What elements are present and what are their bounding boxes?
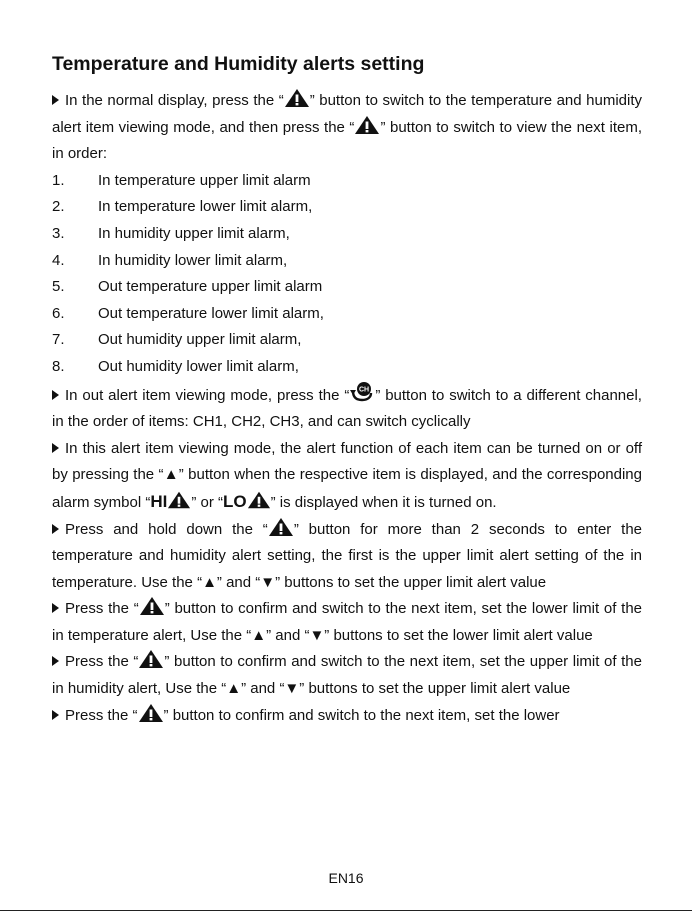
text: Press the “ [65,600,139,618]
list-item [52,354,642,381]
warning-triangle-icon [268,517,294,537]
hi-symbol: HI [150,491,168,511]
list-text: Out humidity upper limit alarm, [98,331,302,349]
alarm-order-list [52,168,642,381]
text: In the normal display, press the “ [65,92,284,109]
list-text: Out temperature lower limit alarm, [98,304,324,322]
text: Press the “ [65,706,138,724]
text: ” button to switch to view the next item, in order: [52,118,642,163]
list-text: Out humidity lower limit alarm, [98,357,299,375]
text: ” button to confirm and switch to the next item, set the lower [163,706,560,724]
paragraph-toggle [52,436,642,517]
list-number: 3. [52,224,65,242]
lo-symbol: LO [223,491,247,511]
warning-triangle-icon [138,703,164,723]
triangle-bullet-icon [52,524,59,534]
list-number: 6. [52,304,65,322]
list-number: 8. [52,357,65,375]
triangle-bullet-icon [52,710,59,720]
triangle-bullet-icon [52,656,59,666]
paragraph-alert-mode [52,88,642,168]
text: ” button for more than 2 seconds to enter the temperature and humidity alert setting, the first is the upper limit alert setting of the in temperature. Use the “▲” and “▼” buttons to set the upper limit alert value [52,520,643,591]
list-number: 2. [52,198,65,216]
warning-triangle-icon [247,490,271,510]
page-number: EN16 [328,870,364,886]
list-text: In temperature upper limit alarm [98,171,311,189]
page-bottom-rule [0,910,692,911]
list-number: 7. [52,331,65,349]
text: Press the “ [65,653,139,671]
triangle-bullet-icon [52,390,59,400]
warning-triangle-icon [139,596,165,616]
text: In out alert item viewing mode, press the “ [65,386,350,404]
triangle-bullet-icon [52,443,59,453]
warning-triangle-icon [167,490,191,510]
list-item [52,221,642,248]
triangle-bullet-icon [52,95,59,105]
paragraph-lower-temp [52,596,642,649]
list-number: 5. [52,278,65,296]
paragraph-channel [52,381,642,436]
triangle-bullet-icon [52,603,59,613]
list-item [52,327,642,354]
svg-text:CH: CH [359,386,370,394]
paragraph-lower-humidity [52,703,642,730]
text: ” button to switch to a different channel, in the order of items: CH1, CH2, CH3, and can switch cyclically [52,386,642,431]
text: ” or “ [191,493,224,511]
text: ” button to switch to the temperature and humidity alert item viewing mode, and then press the “ [52,92,642,136]
text: In this alert item viewing mode, the alert function of each item can be turned on or off by pressing the “▲” button when the respective item is displayed, and the corresponding alarm symbol “ [52,439,642,511]
list-item [52,168,642,195]
manual-page [52,52,642,729]
list-number: 1. [52,171,65,189]
list-item [52,248,642,275]
list-text: Out temperature upper limit alarm [98,278,323,296]
paragraph-enter-setting [52,517,642,597]
list-number: 4. [52,251,65,269]
text: ” button to confirm and switch to the next item, set the lower limit of the in temperature alert, Use the “▲” and “▼” buttons to set the lower limit alert value [52,600,643,644]
section-title: Temperature and Humidity alerts setting [52,53,425,75]
list-text: In humidity lower limit alarm, [98,251,288,269]
list-item [52,301,642,328]
warning-triangle-icon [284,88,310,108]
list-item [52,274,642,301]
channel-button-icon [349,381,375,403]
list-text: In temperature lower limit alarm, [98,198,313,216]
list-text: In humidity upper limit alarm, [98,224,290,242]
paragraph-upper-humidity [52,649,642,702]
text: ” is displayed when it is turned on. [270,493,497,511]
text: ” button to confirm and switch to the next item, set the upper limit of the in humidity alert, Use the “▲” and “▼” buttons to set the upper limit alert value [52,653,642,698]
warning-triangle-icon [138,649,164,669]
list-item [52,194,642,221]
warning-triangle-icon [354,115,380,135]
text: Press and hold down the “ [65,520,268,538]
